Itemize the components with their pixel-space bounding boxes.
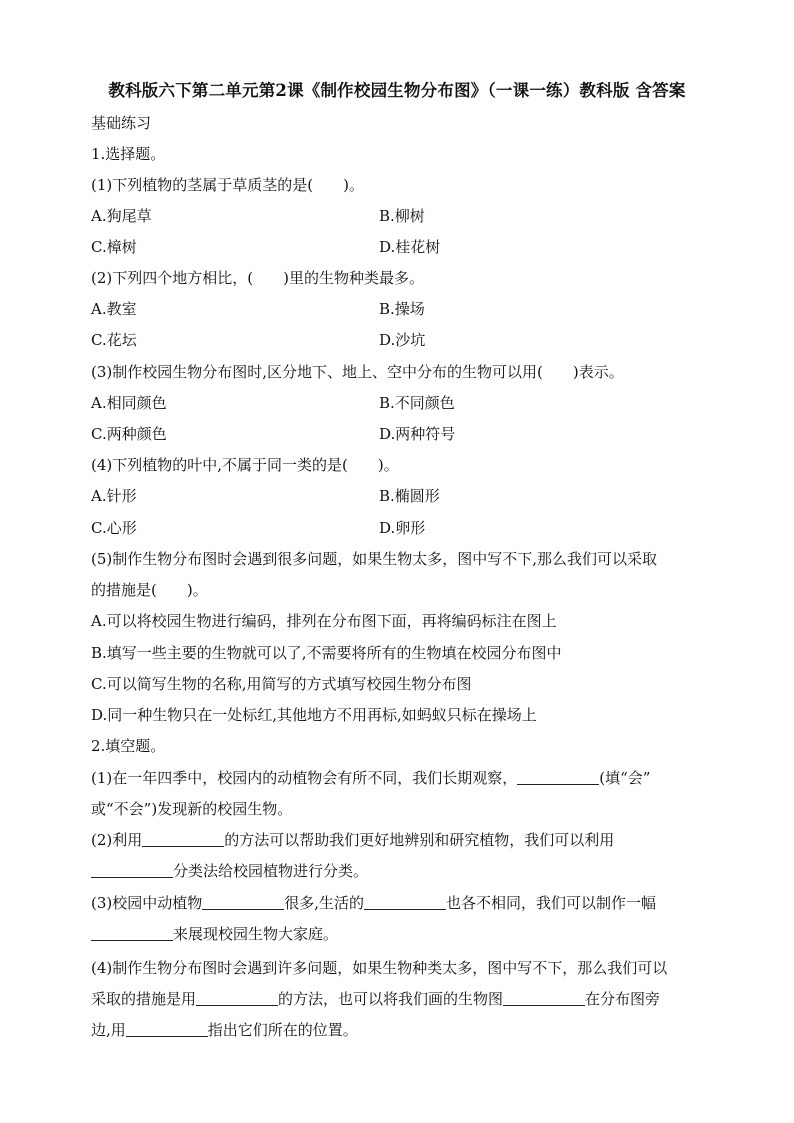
q2-4-line2 <box>91 989 660 1009</box>
q2-2-line1 <box>91 830 614 850</box>
answer-blank <box>202 893 284 910</box>
q2-4-text-c: 的方法，也可以将我们画的生物图 <box>278 990 504 1008</box>
q1-2-option-c: C.花坛 <box>91 331 137 349</box>
q2-3-line1 <box>91 893 656 913</box>
q1-3-stem: (3)制作校园生物分布图时,区分地下、地上、空中分布的生物可以用( )表示。 <box>91 363 624 381</box>
q2-3-text-a: (3)校园中动植物 <box>91 894 203 912</box>
document-title: 教科版六下第二单元第2课《制作校园生物分布图》（一课一练）教科版 含答案 <box>108 81 686 100</box>
answer-blank <box>91 924 173 941</box>
answer-blank <box>364 893 446 910</box>
q1-5-stem-line1: (5)制作生物分布图时会遇到很多问题，如果生物太多，图中写不下,那么我们可以采取 <box>91 550 658 568</box>
q2-4-text-f: 指出它们所在的位置。 <box>207 1021 358 1039</box>
q2-4-text-e: 边,用 <box>91 1021 126 1039</box>
q2-header: 2.填空题。 <box>91 737 166 755</box>
q1-2-stem: (2)下列四个地方相比，( )里的生物种类最多。 <box>91 269 424 287</box>
q2-3-text-b: 很多,生活的 <box>284 894 365 912</box>
q2-3-text-c: 也各不相同，我们可以制作一幅 <box>446 894 657 912</box>
q2-1-line1 <box>91 768 650 788</box>
q1-5-option-c: C.可以简写生物的名称,用简写的方式填写校园生物分布图 <box>91 675 472 693</box>
q2-3-line2 <box>91 924 338 944</box>
q1-1-option-a: A.狗尾草 <box>91 207 152 225</box>
q2-1-text-c: 或“不会”)发现新的校园生物。 <box>91 800 293 818</box>
q2-4-line3 <box>91 1020 358 1040</box>
answer-blank <box>91 861 173 878</box>
q1-3-option-b: B.不同颜色 <box>379 394 455 412</box>
q1-1-option-c: C.樟树 <box>91 238 137 256</box>
q1-2-option-a: A.教室 <box>91 300 137 318</box>
q1-4-stem: (4)下列植物的叶中,不属于同一类的是( )。 <box>91 456 399 474</box>
q2-2-text-c: 分类法给校园植物进行分类。 <box>173 862 369 880</box>
q2-4-text-b: 采取的措施是用 <box>91 990 197 1008</box>
q1-header: 1.选择题。 <box>91 145 166 163</box>
q1-3-option-a: A.相同颜色 <box>91 394 167 412</box>
q1-5-option-b: B.填写一些主要的生物就可以了,不需要将所有的生物填在校园分布图中 <box>91 644 562 662</box>
q1-4-option-a: A.针形 <box>91 487 137 505</box>
q2-4-text-a: (4)制作生物分布图时会遇到许多问题，如果生物种类太多，图中写不下，那么我们可以 <box>91 959 668 977</box>
q1-1-option-d: D.桂花树 <box>379 238 441 256</box>
q2-2-line2 <box>91 861 368 881</box>
q2-2-text-a: (2)利用 <box>91 831 143 849</box>
q1-4-option-b: B.椭圆形 <box>379 487 440 505</box>
answer-blank <box>126 1020 208 1037</box>
q1-2-option-d: D.沙坑 <box>379 331 426 349</box>
q1-1-option-b: B.柳树 <box>379 207 425 225</box>
q1-4-option-c: C.心形 <box>91 519 137 537</box>
q2-4-text-d: 在分布图旁 <box>585 990 661 1008</box>
q1-3-option-c: C.两种颜色 <box>91 425 167 443</box>
section-heading: 基础练习 <box>91 114 152 132</box>
q1-5-stem-line2: 的措施是( )。 <box>91 581 208 599</box>
answer-blank <box>517 768 599 785</box>
q2-1-text-a: (1)在一年四季中，校园内的动植物会有所不同，我们长期观察， <box>91 769 518 787</box>
q1-5-option-a: A.可以将校园生物进行编码，排列在分布图下面，再将编码标注在图上 <box>91 612 557 630</box>
q1-4-option-d: D.卵形 <box>379 519 426 537</box>
answer-blank <box>142 830 224 847</box>
q2-2-text-b: 的方法可以帮助我们更好地辨别和研究植物，我们可以利用 <box>224 831 615 849</box>
q1-3-option-d: D.两种符号 <box>379 425 456 443</box>
q1-5-option-d: D.同一种生物只在一处标红,其他地方不用再标,如蚂蚁只标在操场上 <box>91 706 537 724</box>
q2-3-text-d: 来展现校园生物大家庭。 <box>173 925 339 943</box>
answer-blank <box>196 989 278 1006</box>
q1-2-option-b: B.操场 <box>379 300 425 318</box>
q1-1-stem: (1)下列植物的茎属于草质茎的是( )。 <box>91 176 364 194</box>
q2-1-text-b: (填“会” <box>599 769 651 787</box>
answer-blank <box>503 989 585 1006</box>
